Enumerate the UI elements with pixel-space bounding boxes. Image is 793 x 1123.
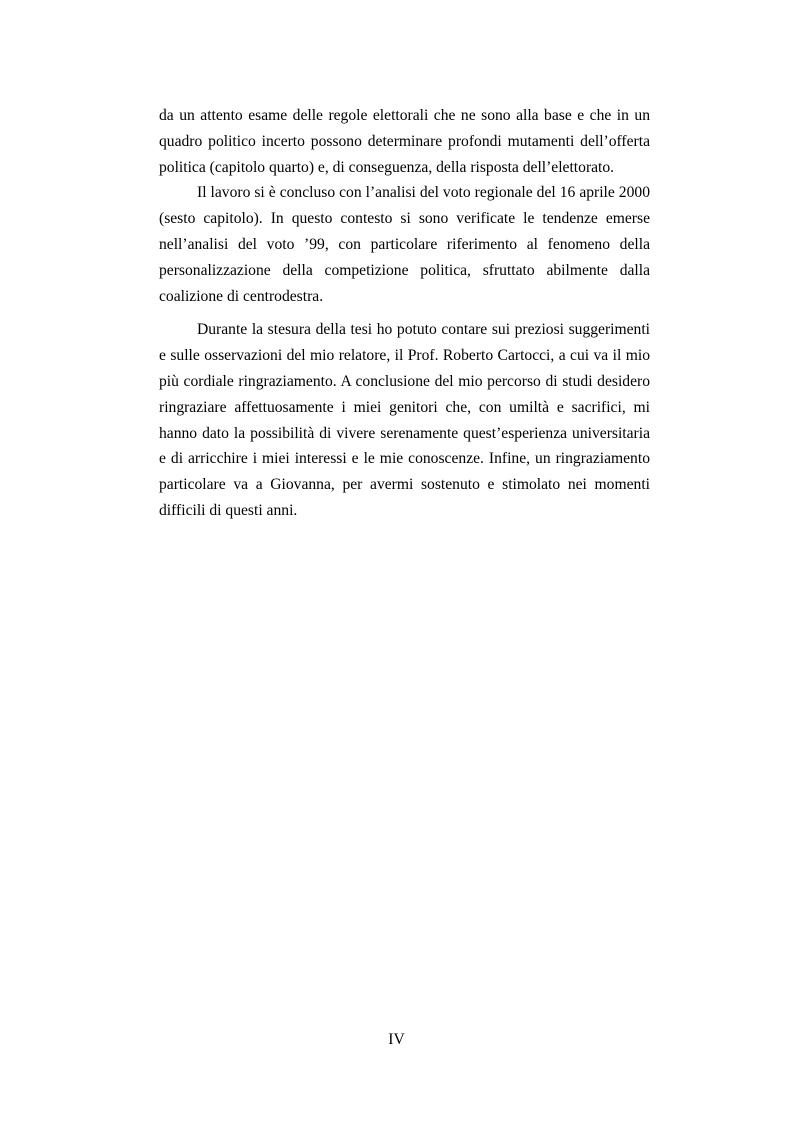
paragraph-conclusion: Il lavoro si è concluso con l’analisi del voto regionale del 16 aprile 2000 (sesto capitolo). In questo contesto si sono verificate le tendenze emerse nell’analisi del voto ’99, con particolare riferimento al fenomeno della personalizzazione della competizione politica, sfruttato abilmente dalla coalizione di centrodestra. [159,184,650,305]
body-text [159,103,650,524]
page-number: IV [388,1031,405,1048]
paragraph-continuation: da un attento esame delle regole elettorali che ne sono alla base e che in un quadro politico incerto possono determinare profondi mutamenti dell’offerta politica (capitolo quarto) e, di conseguenza, della risposta dell’elettorato. [159,107,650,176]
paragraph-acknowledgements: Durante la stesura della tesi ho potuto contare sui preziosi suggerimenti e sulle osservazioni del mio relatore, il Prof. Roberto Cartocci, a cui va il mio più cordiale ringraziamento. A conclusione del mio percorso di studi desidero ringraziare affettuosamente i miei genitori che, con umiltà e sacrifici, mi hanno dato la possibilità di vivere serenamente quest’esperienza universitaria e di arricchire i miei interessi e le mie conoscenze. Infine, un ringraziamento particolare va a Giovanna, per avermi sostenuto e stimolato nei momenti difficili di questi anni. [159,321,650,519]
